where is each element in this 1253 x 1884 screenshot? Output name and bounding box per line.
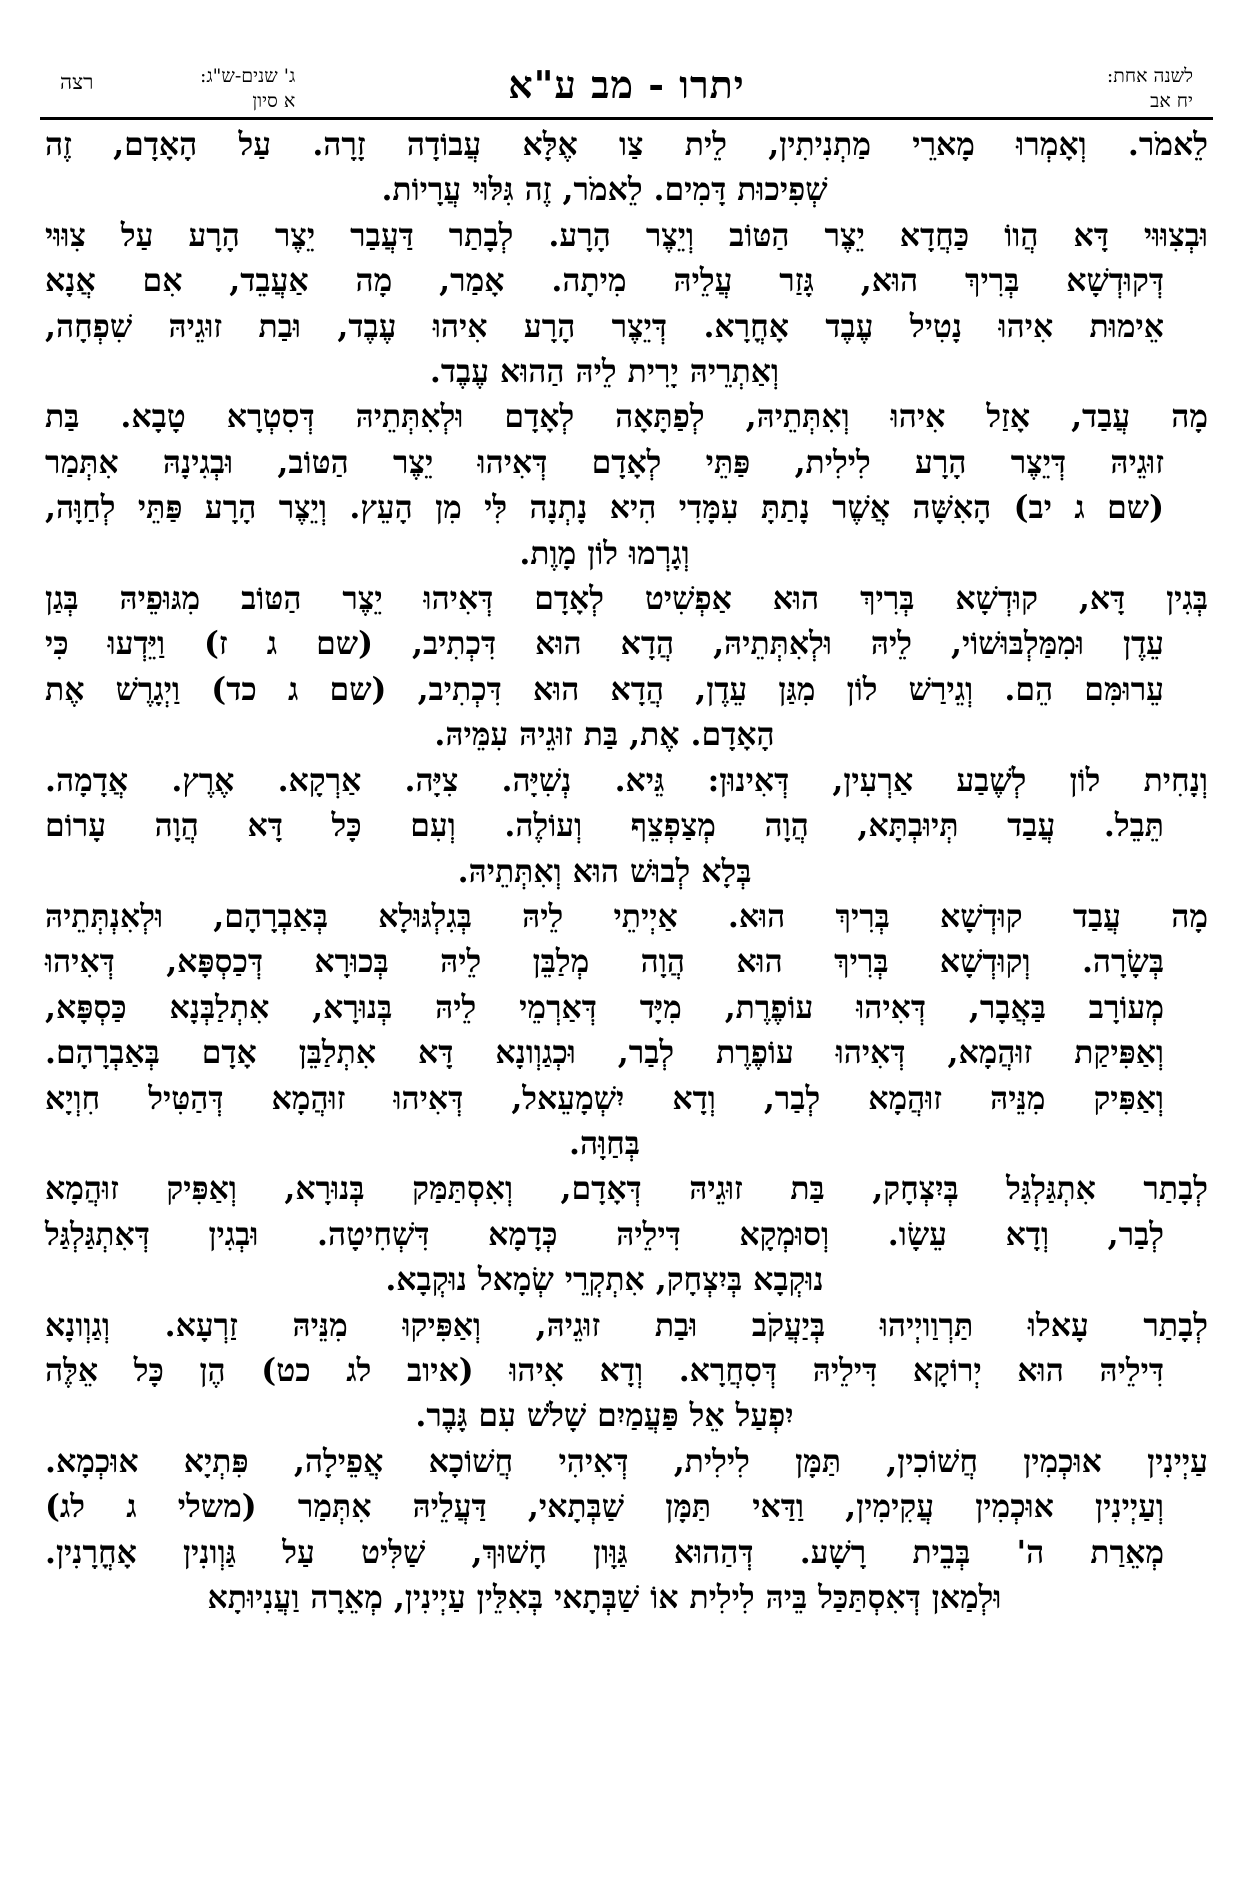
text-line: עֵרוּמִּם הֵם. וְגֵירַשׁ לוֹן מִגַּן עֵדֶן, הֲדָא הוּא דִּכְתִיב, (שם ג כד) וַיְגָרֶשׁ אֶת [45,670,1164,708]
text-line: לְבָתַר עָאלוּ תַּרְוַויְיהוּ בְּיַעֲקֹב וּבַת זוּגֵיהּ, וְאַפִּיקוּ מִנֵּיהּ זַרְעָא. וְגַוְונָא [45,1306,1208,1344]
schedule-one-year-date: יח אב [1150,90,1193,112]
text-line: זוּגֵיהּ דְּיֵצֶר הָרָע לִילִית, פַּתֵּי לְאָדָם דְּאִיהוּ יֵצֶר הַטּוֹב, וּבְגִינָהּ אִתְּמַר [45,443,1164,481]
text-line: לְבָתַר אִתְגַּלְגַּל בְּיִצְחָק, בַּת זוּגֵיהּ דְּאָדָם, וְאִסְתַּמַּק בְּנוּרָא, וְאַפִּיק זוּהֲמָא [45,1170,1208,1208]
text-line: תֵּבֵל. עֲבַד תְּיוּבְתָּא, הֲוָה מְצַפְצֵף וְעוֹלֶה. וְעִם כָּל דָּא הֲוָה עָרוֹם [45,807,1164,845]
schedule-three-years-label: ג' שנים-ש"ג: [200,65,296,87]
text-line: מָה עֲבַד, אָזַל אִיהוּ וְאִתְּתֵיהּ, לְפַתָּאָה לְאָדָם וּלְאִתְּתֵיהּ דְּסִטְרָא טָבָא. בַּת [45,398,1208,436]
text-line: מָה עֲבַד קוּדְשָׁא בְּרִיךְ הוּא. אַיְיתֵי לֵיהּ בְּגִלְגּוּלָא בְּאַבְרָהָם, וּלְאִנְתְּתֵיהּ [45,897,1208,935]
text-line: בְּשָׂרָה. וְקוּדְשָׁא בְּרִיךְ הוּא הֲוָה מְלַבֵּן לֵיהּ בְּכוּרָא דְּכַסְפָּא, דְּאִיהוּ [45,943,1164,981]
text-line: דִּילֵיהּ הוּא יְרוֹקָא דִּילֵיהּ דְּסִחֲרָא. וְדָא אִיהוּ (איוב לג כט) הֶן כָּל אֵלֶּה [45,1351,1164,1389]
text-line: וְאַתְרֵיהּ יָרִית לֵיהּ הַהוּא עֶבֶד. [429,353,780,391]
paragraph [45,394,1208,576]
text-body [45,122,1208,1620]
text-line: עֵדֶן וּמִמַּלְבּוּשׁוֹי, לֵיהּ וּלְאִתְּתֵיהּ, הֲדָא הוּא דִּכְתִיב, (שם ג ז) וַיֵּדְעוּ כִּי [45,625,1164,663]
text-line: בְּגִין דָּא, קוּדְשָׁא בְּרִיךְ הוּא אַפְשִׁיט לְאָדָם דְּאִיהוּ יֵצֶר הַטּוֹב מִגּוּפֵיהּ בְּגַן [45,580,1208,618]
text-line: הָאָדָם. אֶת, בַּת זוּגֵיהּ עִמֵּיהּ. [434,716,775,754]
header-divider [40,117,1213,120]
paragraph [45,213,1208,395]
schedule-one-year-label: לשנה אחת: [1106,65,1193,87]
text-line: יִפְעַל אֵל פַּעֲמַיִם שָׁלֹשׁ עִם גָּבֶר. [415,1397,794,1435]
schedule-three-years [200,64,295,114]
paragraph [45,576,1208,758]
text-line: (שם ג יב) הָאִשָּׁה אֲשֶׁר נָתַתָּ עִמָּדִי הִיא נָתְנָה לִּי מִן הָעֵץ. וְיֵצֶר הָרָע פַּתֵּי לְחַוָּה, [45,489,1164,527]
paragraph [45,1303,1208,1439]
text-line: וּבְצִוּוּי דָּא הֲווֹ כַּחֲדָא יֵצֶר הַטּוֹב וְיֵצֶר הָרָע. לְבָתַר דַּעֲבַר יֵצֶר הָרָע עַל צִוּוּי [45,216,1208,254]
paragraph [45,122,1208,213]
text-line: מְאֵרַת ה' בְּבֵית רָשָׁע. דְּהַהוּא גַּוָּון חָשׁוּךְ, שַׁלִּיט עַל גַּוְונִין אָחֳרָנִין. [45,1533,1164,1571]
text-line: אֵימוּת אִיהוּ נָטִיל עֶבֶד אָחֳרָא. דְּיֵצֶר הָרָע אִיהוּ עֶבֶד, וּבַת זוּגֵיהּ שִׁפְחָה, [45,307,1164,345]
text-line: בְּחַוָּה. [569,1124,640,1162]
paragraph [45,1439,1208,1621]
page-number-label: רצה [60,70,94,94]
paragraph [45,758,1208,894]
text-line: דְּקוּדְשָׁא בְּרִיךְ הוּא, גָּזַר עֲלֵיהּ מִיתָה. אָמַר, מָה אַעֲבֵד, אִם אֲנָא [45,262,1164,300]
text-line: וְגָרְמוּ לוֹן מָוֶת. [519,534,690,572]
page-title: יתרו - מב ע"א [508,62,745,107]
text-line: לֵאמֹר. וְאָמְרוּ מָארֵי מַתְנִיתִין, לֵית צַו אֶלָּא עֲבוֹדָה זָרָה. עַל הָאָדָם, זֶה [45,126,1208,163]
text-line: לְבַר, וְדָא עֵשָׂו. וְסוּמְקָא דִּילֵיהּ כְּדָמָא דִּשְׁחִיטָה. וּבְגִין דְּאִתְגַּלְגַּל [45,1215,1164,1253]
text-line: נוּקְבָא בְּיִצְחָק, אִתְקְרֵי שְׂמָאל נוּקְבָא. [385,1261,824,1299]
text-line: וְאַפִּיק מִנֵּיהּ זוּהֲמָא לְבַר, וְדָא יִשְׁמָעֵאל, דְּאִיהוּ זוּהֲמָא דְּהַטִּיל חִוְיָא [45,1079,1164,1117]
paragraph [45,1166,1208,1302]
text-line: שְׁפִיכוּת דָּמִים. לֵאמֹר, זֶה גִּלּוּי עֲרָיוֹת. [381,171,828,209]
text-line: וּלְמַאן דְּאִסְתַּכַּל בֵּיהּ לִילִית אוֹ שַׁבְּתָאי בְּאִלֵּין עַיְינִין, מְאֵרָה וַעֲנִיוּתָא [207,1579,1002,1616]
text-line: מְעוֹרָב בַּאֲבָר, דְּאִיהוּ עוֹפֶרֶת, מִיָּד דְּאַרְמֵי לֵיהּ בְּנוּרָא, אִתְלַבְּנָא כַּסְפָּא, [45,988,1164,1026]
text-line: בְּלָא לְבוּשׁ הוּא וְאִתְּתֵיהּ. [457,852,752,890]
text-line: וְעַיְינִין אוּכְמִין עֲקִימִין, וַדַּאי תַּמָּן שַׁבְּתָאי, דַּעֲלֵיהּ אִתְּמַר (משלי ג לג) [45,1488,1164,1526]
schedule-three-years-date: א סיון [252,90,296,112]
text-line: עַיְינִין אוּכְמִין חֲשׁוֹכִין, תַּמָּן לִילִית, דְּאִיהִי חֲשׁוֹכָא אֲפֵילָה, פִּתְיָא אוּכְמָא. [45,1442,1208,1480]
paragraph [45,894,1208,1166]
text-line: וְנָחִית לוֹן לְשֶׁבַע אַרְעִין, דְּאִינוּן: גֵּיא. נְשִׁיָּה. צִיָּה. אַרְקָא. אֶרֶץ. אֲדָמָה. [45,761,1208,799]
text-line: וְאַפִּיקַת זוּהֲמָא, דְּאִיהוּ עוֹפֶרֶת לְבַר, וּכְגַוְונָא דָּא אִתְלַבֵּן אָדָם בְּאַבְרָהָם. [45,1034,1164,1072]
page-header [60,60,1193,118]
